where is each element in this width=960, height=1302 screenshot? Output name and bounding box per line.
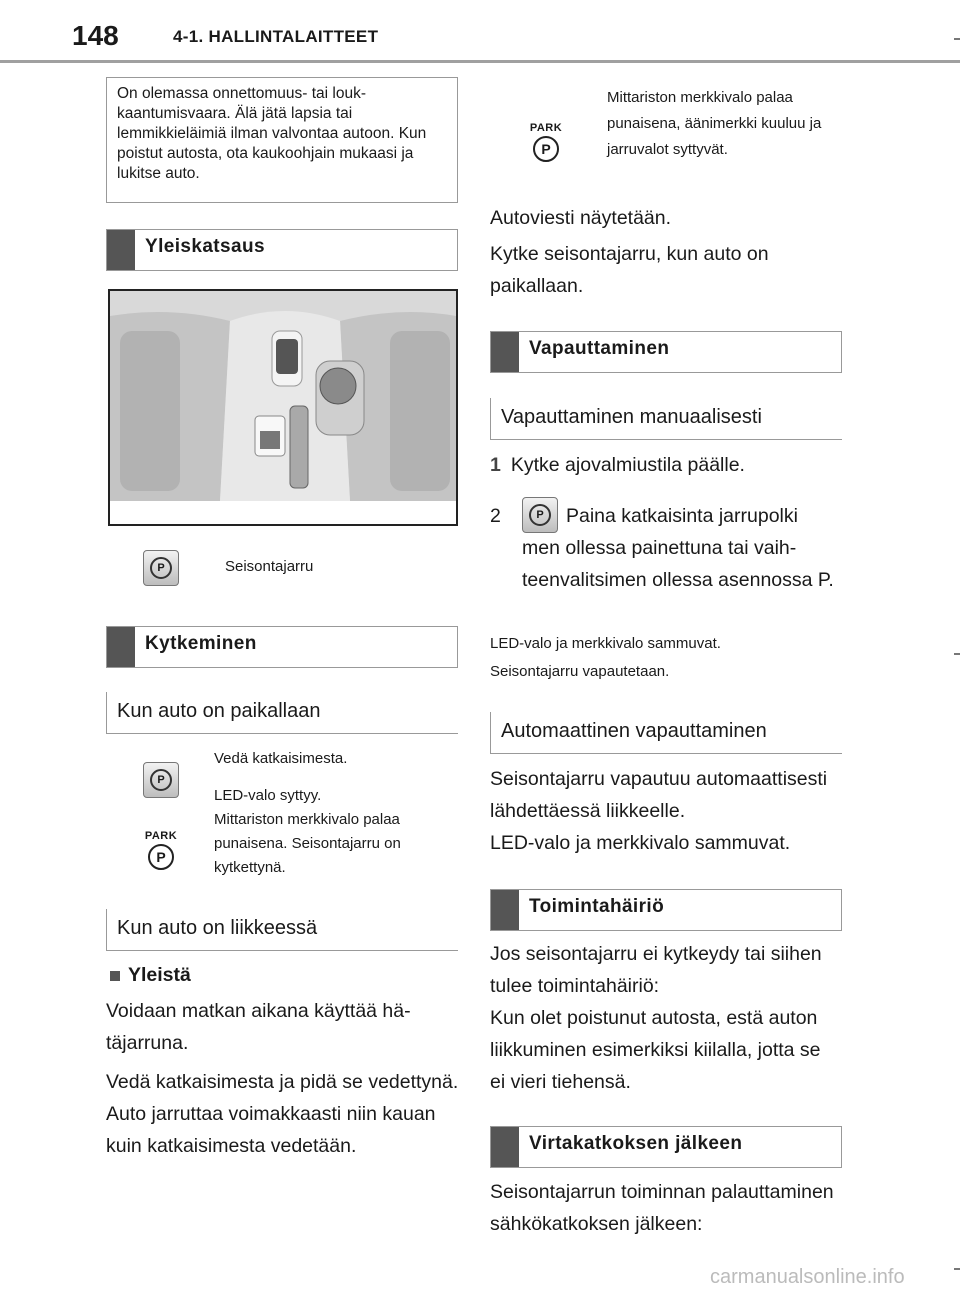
p-glyph: P: [533, 136, 559, 162]
released-text: Seisontajarru vapautetaan.: [490, 663, 670, 680]
power-text: Seisontajarrun toiminnan palauttaminen sähkökatkoksen jälkeen:: [490, 1181, 834, 1235]
step-1: [490, 449, 745, 481]
fault-paragraph-1: Jos seisontajarru ei kytkeydy tai siihen tulee toimintahäiriö:: [490, 943, 822, 997]
section-release: [490, 331, 842, 373]
console-illustration: [110, 291, 456, 524]
watermark: carmanualsonline.info: [710, 1266, 905, 1288]
car-message-text: Autoviesti näytetään.: [490, 207, 672, 229]
page-number: 148: [72, 20, 119, 51]
led-off-text: LED-valo ja merkkivalo sammuvat.: [490, 635, 721, 652]
p-glyph: P: [529, 504, 551, 526]
section-bar: [491, 890, 519, 930]
park-label: PARK: [144, 830, 178, 842]
section-bar: [107, 627, 135, 667]
section-engaging: [106, 626, 458, 668]
section-bar: [107, 230, 135, 270]
section-power: [490, 1126, 842, 1168]
general-heading: [110, 964, 191, 987]
general-paragraph-1: Voidaan matkan aikana käyttää hätäjarruna.: [106, 1000, 411, 1054]
engage-when-stopped-text: Kytke seisontajarru, kun auto on paikallaan.: [490, 243, 769, 297]
p-glyph: P: [150, 557, 172, 579]
chapter-title: 4-1. HALLINTALAITTEET: [173, 27, 379, 46]
console-photo: [108, 289, 458, 526]
step-2-text-a: Paina katkaisinta jarrupolki: [566, 505, 798, 527]
parking-brake-switch-icon: [522, 497, 558, 533]
margin-tick: [954, 1268, 960, 1270]
section-title: Virtakatkoksen jälkeen: [529, 1133, 743, 1154]
auto-release-text: Seisontajarru vapautuu automaattisesti lähdettäessä liikkeelle.: [490, 768, 828, 822]
auto-led-text: LED-valo ja merkkivalo sammuvat.: [490, 832, 791, 854]
section-title: Kytkeminen: [145, 633, 257, 654]
p-glyph: P: [148, 844, 174, 870]
led-on-text: LED-valo syttyy.: [214, 787, 322, 804]
header-rule: [0, 60, 960, 63]
square-bullet-icon: [110, 971, 120, 981]
section-title: Vapauttaminen: [529, 338, 670, 359]
section-overview: [106, 229, 458, 271]
margin-tick: [954, 38, 960, 40]
step-text: Kytke ajovalmiustila päälle.: [510, 454, 745, 476]
p-glyph: P: [150, 769, 172, 791]
subsection-stationary: Kun auto on paikallaan: [106, 692, 458, 734]
subsection-manual: Vapauttaminen manuaalisesti: [490, 398, 842, 440]
step-2-text-b: men ollessa painettuna tai vaihteenvalitsimen ollessa asennossa P.: [522, 537, 834, 591]
general-paragraph-2: Vedä katkaisimesta ja pidä se vedettynä. Auto jarruttaa voimakkaasti niin kauan kuin katkaisimesta vedetään.: [106, 1071, 459, 1157]
pull-switch-text: Vedä katkaisimesta.: [214, 750, 348, 767]
section-title: Toimintahäiriö: [529, 896, 665, 917]
general-heading-text: Yleistä: [128, 964, 191, 986]
warning-box: On olemassa onnettomuus- tai loukkaantumisvaara. Älä jätä lapsia tai lemmikkieläimiä ilman valvontaa autoon. Kun poistut autosta, ota kaukoohjain mukaasi ja lukitse auto.: [106, 77, 458, 203]
section-bar: [491, 332, 519, 372]
section-fault: [490, 889, 842, 931]
fault-paragraph-2: Kun olet poistunut autosta, estä auton liikkuminen esimerkiksi kiilalla, jotta se ei vieri tiehensä.: [490, 1007, 821, 1093]
parking-brake-switch-icon: [143, 550, 179, 586]
indicator-text: Mittariston merkkivalo palaa punaisena, äänimerkki kuuluu ja jarruvalot syttyvät.: [607, 89, 822, 158]
margin-tick: [954, 653, 960, 655]
park-indicator-icon: [143, 830, 179, 870]
section-title: Yleiskatsaus: [145, 236, 265, 257]
park-indicator-icon: [528, 122, 564, 162]
step-number: 1: [490, 454, 501, 476]
indicator-red-text: Mittariston merkkivalo palaa punaisena. Seisontajarru on kytkettynä.: [214, 811, 401, 876]
figure-caption: Seisontajarru: [225, 558, 314, 575]
park-label: PARK: [529, 122, 563, 134]
parking-brake-switch-icon: [143, 762, 179, 798]
subsection-moving: Kun auto on liikkeessä: [106, 909, 458, 951]
subsection-auto: Automaattinen vapauttaminen: [490, 712, 842, 754]
step-2-number: 2: [490, 505, 501, 527]
section-bar: [491, 1127, 519, 1167]
